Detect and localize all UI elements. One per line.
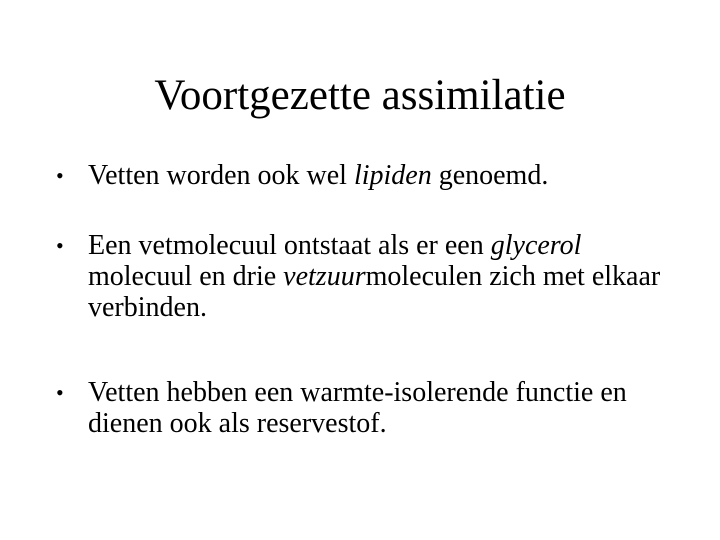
bullet-list: [56, 160, 676, 439]
bullet-text: Vetten hebben een warmte-isolerende functie en dienen ook als reservestof.: [88, 377, 627, 439]
bullet-text: molecuul en drie: [88, 261, 284, 292]
bullet-dot-icon: •: [56, 380, 64, 405]
bullet-italic-term: vetzuur: [283, 261, 366, 292]
bullet-item-insulation: [56, 377, 676, 439]
slide-title: Voortgezette assimilatie: [154, 72, 566, 119]
bullet-item-fat-molecule: [56, 230, 676, 323]
bullet-italic-term: glycerol: [490, 230, 582, 261]
bullet-italic-term: lipiden: [353, 160, 432, 191]
bullet-dot-icon: •: [56, 163, 64, 188]
bullet-text: Vetten worden ook wel: [88, 160, 354, 191]
bullet-text: genoemd.: [431, 160, 549, 191]
bullet-dot-icon: •: [56, 233, 64, 258]
bullet-text: Een vetmolecuul ontstaat als er een: [88, 230, 491, 261]
bullet-text: moleculen zich met elkaar verbinden.: [88, 261, 661, 323]
bullet-item-lipids: [56, 160, 676, 191]
